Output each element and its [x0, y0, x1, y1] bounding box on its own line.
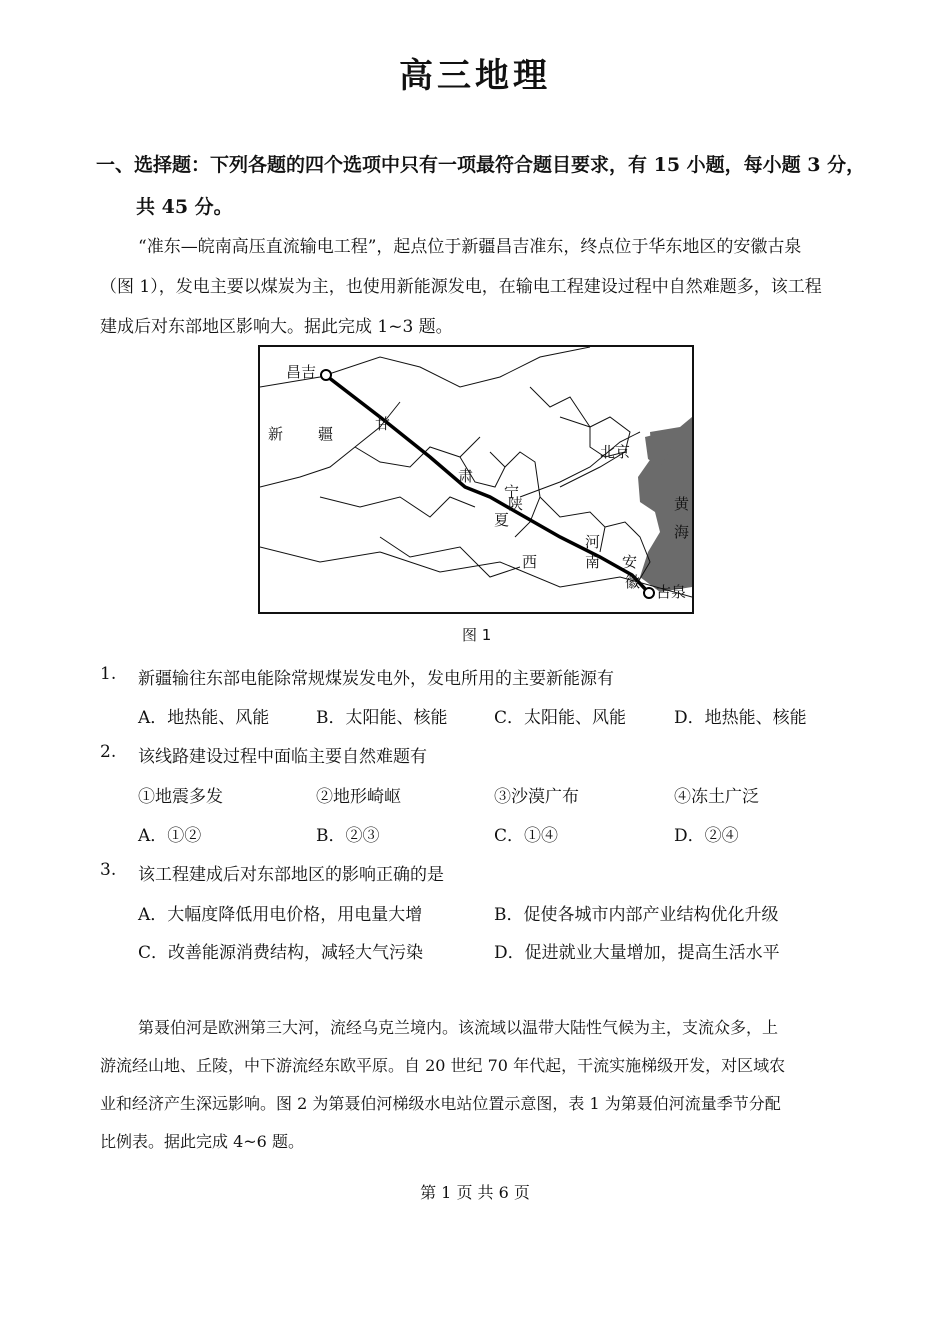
border-misc1: [380, 537, 520, 577]
q1-option-c[interactable]: C．太阳能、风能: [494, 708, 627, 728]
q1-option-d[interactable]: D．地热能、核能: [674, 708, 807, 728]
label-hui: 徽: [625, 573, 641, 591]
passage1-line3: 建成后对东部地区影响大。据此完成 1~3 题。: [100, 317, 453, 337]
q1-option-a[interactable]: A．地热能、风能: [138, 708, 270, 728]
label-xi: 西: [522, 553, 538, 571]
q2-option-c[interactable]: C．①④: [494, 826, 559, 846]
figure1-map: [258, 345, 694, 614]
label-nan: 南: [585, 553, 601, 571]
q2-item-3: ③沙漠广布: [494, 787, 579, 807]
river-huanghe: [520, 432, 640, 497]
passage2-line4: 比例表。据此完成 4~6 题。: [100, 1132, 304, 1151]
q2-item-2: ②地形崎岖: [316, 787, 401, 807]
q3-stem: 该工程建成后对东部地区的影响正确的是: [138, 865, 444, 885]
passage2-line2: 游流经山地、丘陵，中下游流经东欧平原。自 20 世纪 70 年代起，干流实施梯级开发，对区域农: [100, 1056, 786, 1075]
border-misc2: [530, 387, 590, 427]
label-changji: 昌吉: [286, 363, 317, 381]
q1-number: 1.: [100, 664, 117, 684]
q3-option-a[interactable]: A．大幅度降低用电价格，用电量大增: [138, 905, 423, 925]
label-shan: 陕: [508, 495, 524, 513]
page-footer: 第 1 页 共 6 页: [420, 1183, 530, 1202]
label-jiang: 疆: [318, 425, 334, 443]
label-guquan: 古泉: [656, 583, 687, 601]
label-ning: 宁: [504, 483, 520, 501]
q3-option-c[interactable]: C．改善能源消费结构，减轻大气污染: [138, 943, 424, 963]
q2-option-b[interactable]: B．②③: [316, 826, 380, 846]
label-hai: 海: [674, 523, 690, 541]
q2-option-a[interactable]: A．①②: [138, 826, 202, 846]
label-xia: 夏: [494, 511, 510, 529]
label-su: 肃: [458, 467, 474, 485]
border-gansu-south: [320, 497, 475, 517]
q2-item-1: ①地震多发: [138, 787, 223, 807]
passage1-line2: （图 1），发电主要以煤炭为主，也使用新能源发电，在输电工程建设过程中自然难题多，该工程: [100, 277, 822, 297]
end-point-guquan: [644, 588, 654, 598]
section-heading-line1: 一、选择题：下列各题的四个选项中只有一项最符合题目要求，有 15 小题，每小题 3 分，: [96, 154, 866, 176]
label-huang: 黄: [674, 495, 690, 513]
q2-item-4: ④冻土广泛: [674, 787, 759, 807]
q2-option-d[interactable]: D．②④: [674, 826, 739, 846]
figure1-caption: 图 1: [462, 626, 492, 644]
label-xin: 新: [268, 425, 284, 443]
label-he: 河: [585, 533, 601, 551]
q3-option-b[interactable]: B．促使各城市内部产业结构优化升级: [494, 905, 779, 925]
q1-stem: 新疆输往东部电能除常规煤炭发电外，发电所用的主要新能源有: [138, 669, 614, 689]
map-svg: [260, 347, 692, 612]
border-gansu: [355, 437, 480, 467]
passage2-line3: 业和经济产生深远影响。图 2 为第聂伯河梯级水电站位置示意图，表 1 为第聂伯河流量季节分配: [100, 1094, 781, 1113]
passage1-line1: “准东—皖南高压直流输电工程”，起点位于新疆昌吉准东，终点位于华东地区的安徽古泉: [138, 237, 802, 257]
label-gan: 甘: [375, 415, 391, 433]
q2-number: 2.: [100, 742, 117, 762]
start-point-changji: [321, 370, 331, 380]
q3-number: 3.: [100, 860, 117, 880]
label-beijing: 北京: [600, 443, 631, 461]
page-title: 高三地理: [399, 56, 551, 96]
q1-option-b[interactable]: B．太阳能、核能: [316, 708, 448, 728]
passage2-line1: 第聂伯河是欧洲第三大河，流经乌克兰境内。该流域以温带大陆性气候为主，支流众多，上: [138, 1018, 779, 1037]
section-heading-line2: 共 45 分。: [136, 196, 233, 218]
q2-stem: 该线路建设过程中面临主要自然难题有: [138, 747, 427, 767]
label-an: 安: [622, 553, 638, 571]
q3-option-d[interactable]: D．促进就业大量增加，提高生活水平: [494, 943, 780, 963]
